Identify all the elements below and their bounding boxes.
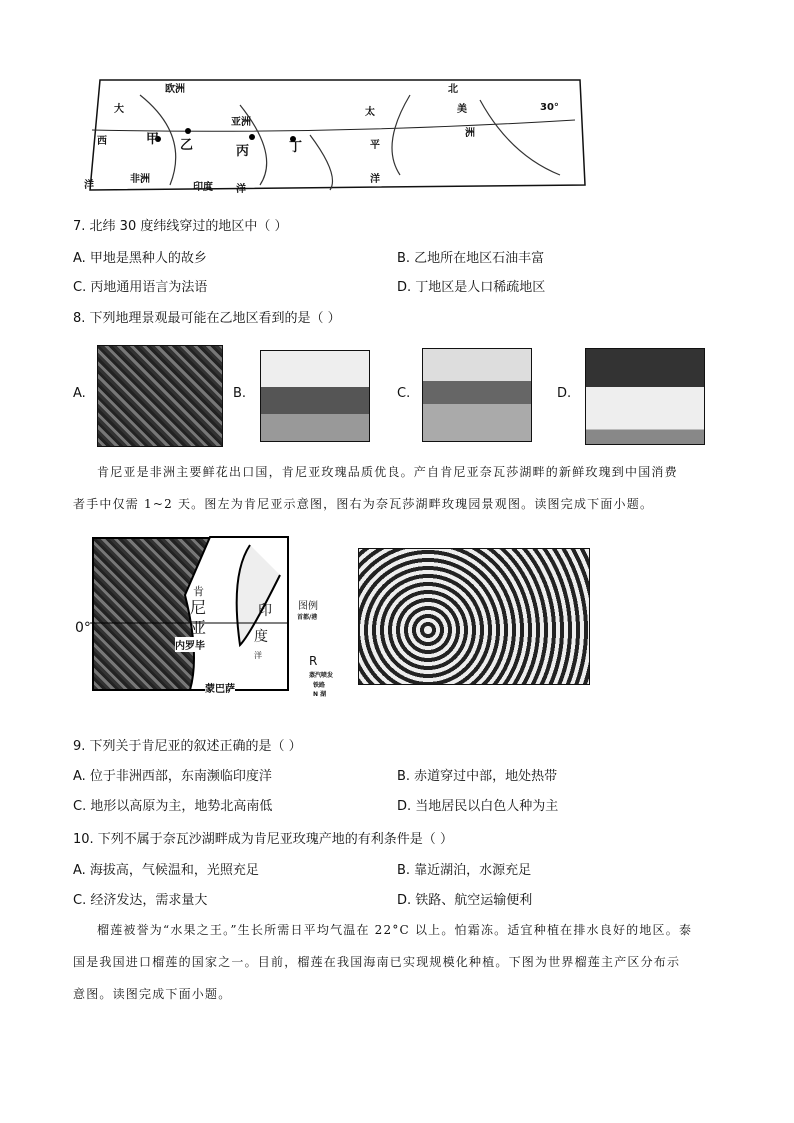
- map-label: 美: [457, 104, 467, 115]
- legend-item: 蒸汽喷发: [309, 672, 334, 679]
- map-label: 太: [365, 107, 375, 118]
- q8-stem: 8. 下列地理景观最可能在乙地区看到的是（ ）: [73, 311, 341, 326]
- map-label: 丙: [236, 144, 250, 159]
- q10-option-c[interactable]: C. 经济发达，需求量大: [73, 893, 208, 908]
- q8-option-a[interactable]: A.: [73, 386, 86, 401]
- passage-kenya-line: 肯尼亚是非洲主要鲜花出口国，肯尼亚玫瑰品质优良。产自肯尼亚奈瓦莎湖畔的新鲜玫瑰到中国消费: [97, 465, 678, 479]
- q8-option-b[interactable]: B.: [233, 386, 247, 401]
- map-label: 肯: [193, 585, 204, 598]
- legend-item: 铁路: [313, 682, 326, 689]
- map-label: 亚: [190, 618, 207, 637]
- q9-stem: 9. 下列关于肯尼亚的叙述正确的是（ ）: [73, 739, 302, 754]
- map-label: 印: [258, 603, 272, 619]
- map-label: 西: [97, 136, 107, 147]
- legend-title: 图例: [298, 601, 318, 612]
- map-label: 甲: [146, 132, 160, 147]
- landscape-photo-d: [585, 348, 705, 445]
- map-label: 印度: [193, 182, 213, 193]
- q9-option-c[interactable]: C. 地形以高原为主，地势北高南低: [73, 799, 273, 814]
- q9-option-d[interactable]: D. 当地居民以白色人种为主: [397, 799, 559, 814]
- q9-option-a[interactable]: A. 位于非洲西部，东南濒临印度洋: [73, 769, 272, 784]
- q9-option-b[interactable]: B. 赤道穿过中部，地处热带: [397, 769, 558, 784]
- q10-stem: 10. 下列不属于奈瓦沙湖畔成为肯尼亚玫瑰产地的有利条件是（ ）: [73, 832, 453, 847]
- equator-label: 0°: [75, 620, 91, 636]
- q8-option-d[interactable]: D.: [557, 386, 572, 401]
- map-label: 非洲: [130, 174, 150, 185]
- q7-option-b[interactable]: B. 乙地所在地区石油丰富: [397, 251, 545, 266]
- legend-item: R: [309, 654, 318, 668]
- map-label: 洋: [370, 174, 380, 185]
- map-label: 洋: [236, 184, 246, 195]
- legend-item: 首都/港: [297, 614, 318, 621]
- q7-stem: 7. 北纬 30 度纬线穿过的地区中（ ）: [73, 219, 288, 234]
- q7-option-a[interactable]: A. 甲地是黑种人的故乡: [73, 251, 207, 266]
- map-label: 亚洲: [231, 117, 251, 128]
- q10-option-d[interactable]: D. 铁路、航空运输便利: [397, 893, 533, 908]
- map-label: 平: [370, 140, 380, 151]
- landscape-photo-c: [422, 348, 532, 442]
- q8-option-c[interactable]: C.: [397, 386, 411, 401]
- map-label: 洋: [254, 651, 262, 660]
- city-nairobi: 内罗毕: [175, 637, 205, 652]
- passage-durian-line: 意图。读图完成下面小题。: [73, 987, 232, 1001]
- passage-kenya-line: 者手中仅需 1~2 天。图左为肯尼亚示意图，图右为奈瓦莎湖畔玫瑰园景观图。读图完成下面小题。: [73, 497, 654, 511]
- q7-option-d[interactable]: D. 丁地区是人口稀疏地区: [397, 280, 546, 295]
- map-label: 北: [448, 84, 458, 95]
- map-label: 洋: [84, 180, 94, 191]
- map-label: 欧洲: [165, 84, 185, 95]
- legend-item: N 湖: [313, 691, 327, 698]
- map-label: 30°: [540, 102, 559, 113]
- map-label: 丁: [289, 140, 303, 155]
- city-mombasa: 蒙巴萨: [205, 680, 235, 695]
- map-label: 洲: [465, 128, 475, 139]
- map-label: 尼: [190, 598, 207, 617]
- q7-option-c[interactable]: C. 丙地通用语言为法语: [73, 280, 208, 295]
- passage-durian-line: 国是我国进口榴莲的国家之一。目前，榴莲在我国海南已实现规模化种植。下图为世界榴莲主产区分布示: [73, 955, 681, 969]
- map-label: 大: [114, 104, 124, 115]
- q10-option-a[interactable]: A. 海拔高，气候温和，光照充足: [73, 863, 259, 878]
- landscape-photo-b: [260, 350, 370, 442]
- landscape-photo-a: [97, 345, 223, 447]
- passage-durian-line: 榴莲被誉为“水果之王。”生长所需日平均气温在 22°C 以上。怕霜冻。适宜种植在排水良好的地区。泰: [97, 923, 693, 937]
- map-label: 度: [254, 629, 268, 645]
- map-label: 乙: [180, 138, 194, 153]
- q10-option-b[interactable]: B. 靠近湖泊，水源充足: [397, 863, 532, 878]
- rose-garden-photo: [358, 548, 590, 685]
